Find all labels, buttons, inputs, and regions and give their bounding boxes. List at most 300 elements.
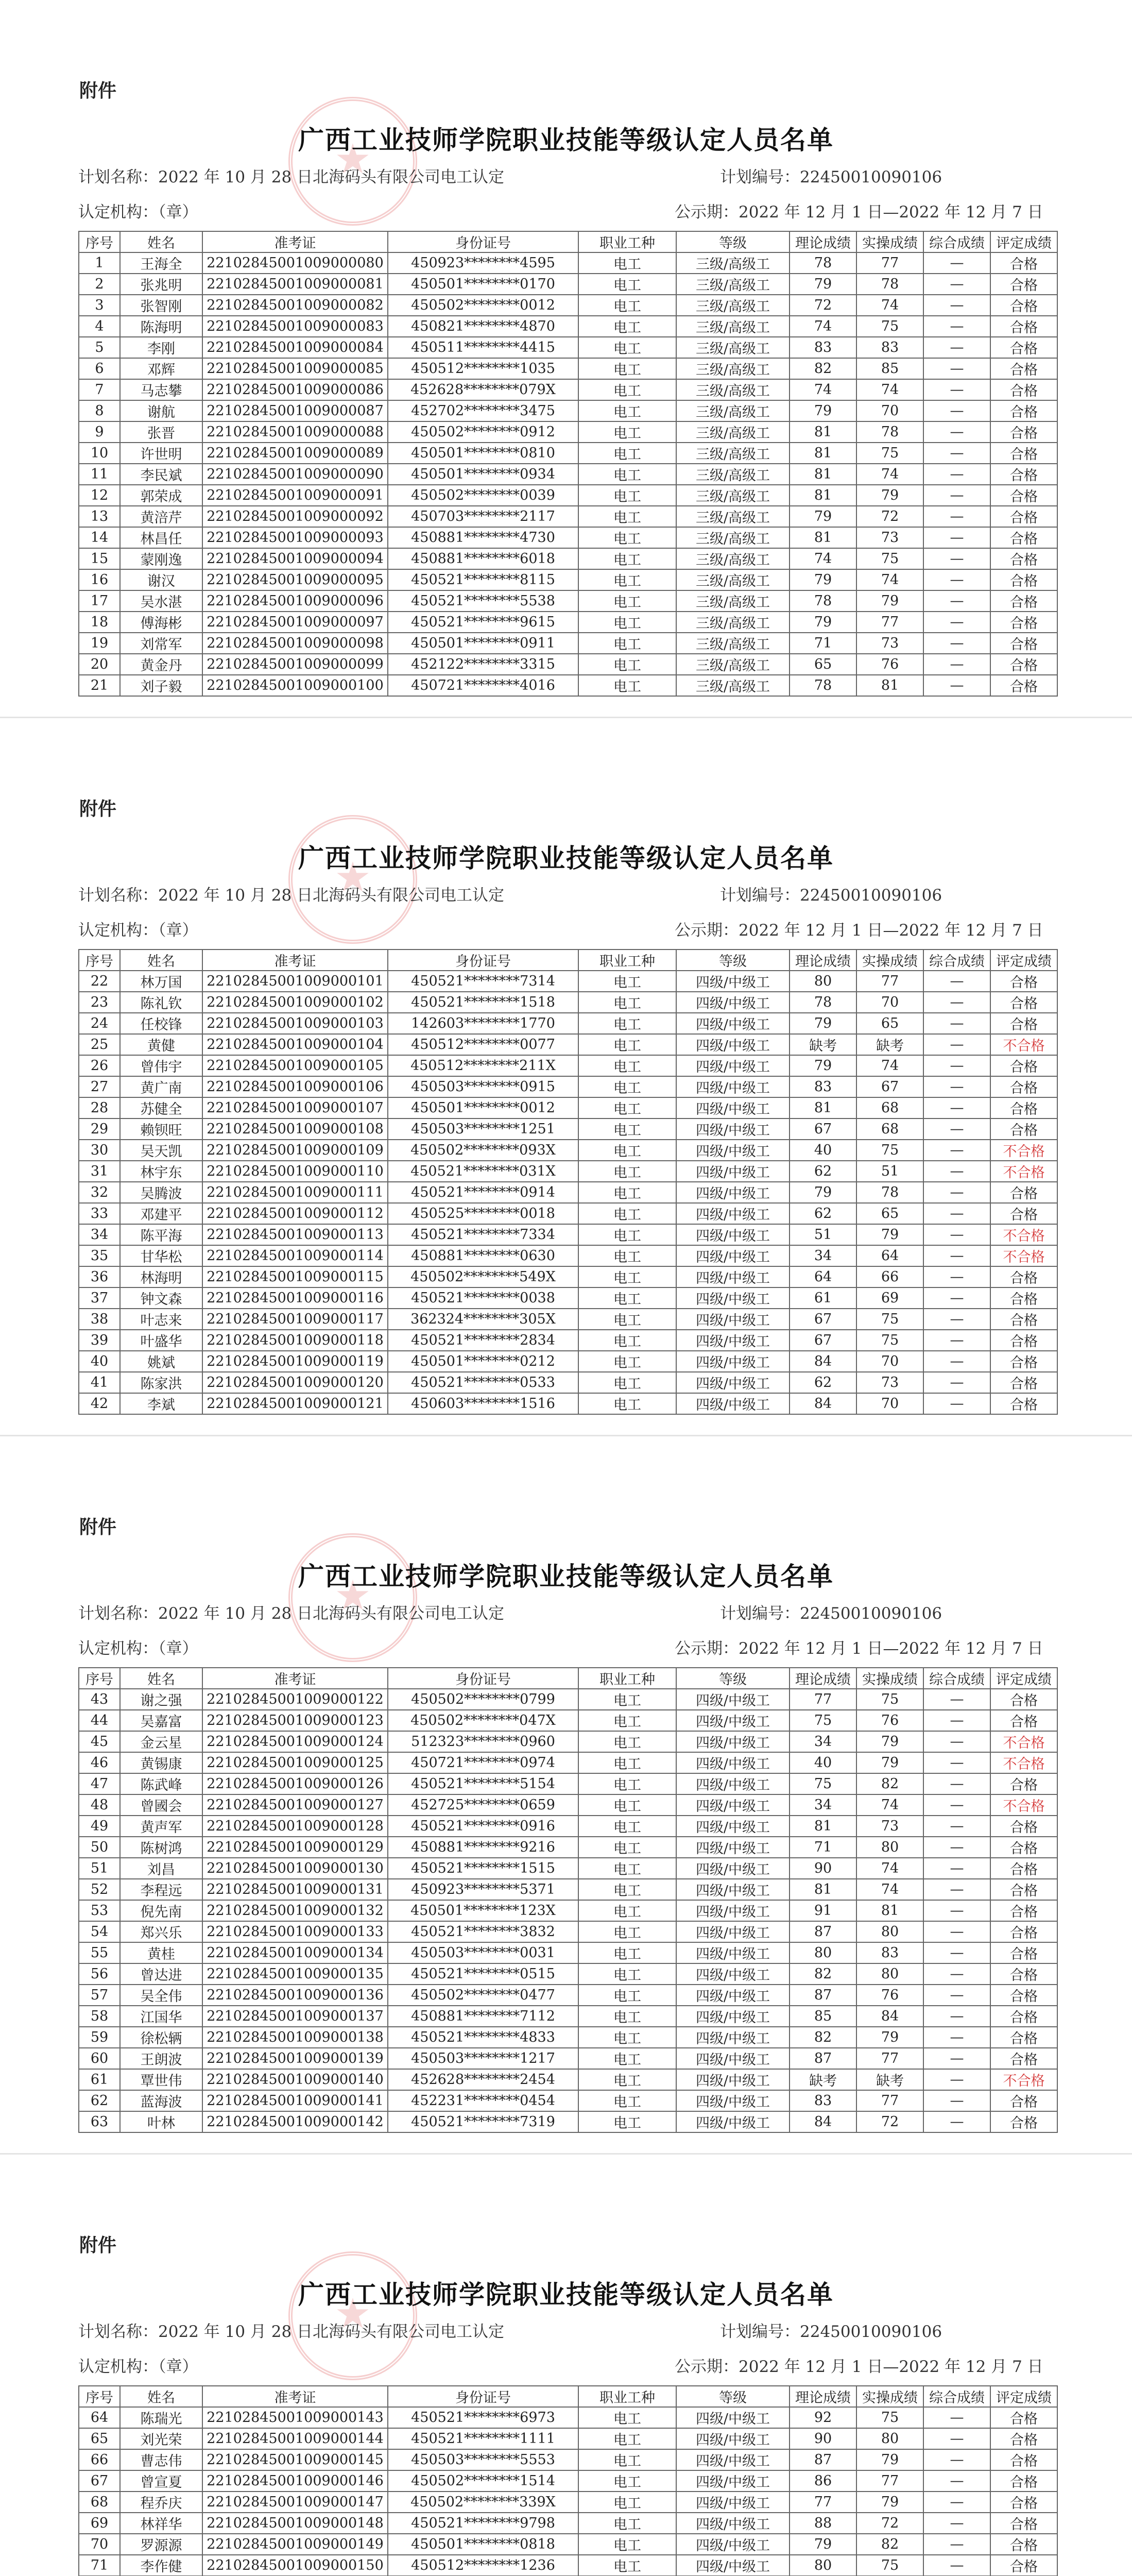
table-row bbox=[79, 2513, 1057, 2534]
table-row bbox=[79, 992, 1057, 1013]
table-cell: 74 bbox=[856, 1858, 923, 1879]
table-cell: 蓝海波 bbox=[120, 2090, 202, 2111]
table-cell: 邓辉 bbox=[120, 358, 202, 379]
column-header: 实操成绩 bbox=[856, 1668, 923, 1689]
table-cell: 79 bbox=[790, 569, 856, 590]
table-cell: 450881********4730 bbox=[388, 527, 578, 548]
column-header: 实操成绩 bbox=[856, 950, 923, 971]
table-cell: 51 bbox=[790, 1224, 856, 1245]
table-cell: 四级/中级工 bbox=[676, 1118, 790, 1140]
table-cell: 合格 bbox=[990, 1985, 1057, 2006]
table-cell: 9 bbox=[79, 421, 120, 443]
table-cell: 林万国 bbox=[120, 971, 202, 992]
table-cell: 合格 bbox=[990, 2407, 1057, 2428]
plan-name: 计划名称：2022 年 10 月 28 日北海码头有限公司电工认定 bbox=[78, 1604, 505, 1623]
table-cell: 不合格 bbox=[990, 1731, 1057, 1752]
certification-agency: 认定机构：（章） bbox=[78, 203, 198, 222]
table-cell: 三级/高级工 bbox=[676, 548, 790, 569]
table-cell: 67 bbox=[790, 1330, 856, 1351]
table-cell: 四级/中级工 bbox=[676, 1879, 790, 1900]
table-cell: 7 bbox=[79, 379, 120, 400]
table-cell: 电工 bbox=[578, 252, 676, 274]
table-cell: 450503********0915 bbox=[388, 1076, 578, 1097]
table-cell: 电工 bbox=[578, 2006, 676, 2027]
table-cell: 电工 bbox=[578, 1330, 676, 1351]
table-cell: 四级/中级工 bbox=[676, 1858, 790, 1879]
table-row bbox=[79, 485, 1057, 506]
column-header: 实操成绩 bbox=[856, 231, 923, 252]
table-cell: 四级/中级工 bbox=[676, 1837, 790, 1858]
table-cell: 电工 bbox=[578, 654, 676, 675]
table-cell: 郑兴乐 bbox=[120, 1921, 202, 1942]
table-row bbox=[79, 1858, 1057, 1879]
table-cell: 22102845001009000089 bbox=[202, 443, 388, 464]
table-cell: 54 bbox=[79, 1921, 120, 1942]
table-cell: 450502********549X bbox=[388, 1266, 578, 1287]
table-cell: 合格 bbox=[990, 443, 1057, 464]
table-cell: 合格 bbox=[990, 2048, 1057, 2069]
column-header: 等级 bbox=[676, 2386, 790, 2407]
table-row bbox=[79, 2428, 1057, 2449]
table-cell: 黄广南 bbox=[120, 1076, 202, 1097]
table-cell: 65 bbox=[79, 2428, 120, 2449]
table-cell: 22102845001009000142 bbox=[202, 2111, 388, 2132]
table-cell: 电工 bbox=[578, 2449, 676, 2470]
table-cell: 85 bbox=[790, 2006, 856, 2027]
table-cell: 合格 bbox=[990, 1816, 1057, 1837]
table-cell: 450521********0533 bbox=[388, 1372, 578, 1393]
table-cell: 吴嘉富 bbox=[120, 1710, 202, 1731]
table-cell: 20 bbox=[79, 654, 120, 675]
table-cell: 81 bbox=[790, 421, 856, 443]
table-cell: 四级/中级工 bbox=[676, 1287, 790, 1309]
table-cell: 傅海彬 bbox=[120, 612, 202, 633]
table-cell: 李斌 bbox=[120, 1393, 202, 1414]
table-row bbox=[79, 421, 1057, 443]
table-row bbox=[79, 1203, 1057, 1224]
column-header: 评定成绩 bbox=[990, 1668, 1057, 1689]
table-cell: 84 bbox=[790, 1351, 856, 1372]
table-cell: 82 bbox=[790, 1963, 856, 1985]
table-cell: 450521********1111 bbox=[388, 2428, 578, 2449]
table-row bbox=[79, 2006, 1057, 2027]
table-cell: 甘华松 bbox=[120, 1245, 202, 1266]
table-cell: 22102845001009000083 bbox=[202, 316, 388, 337]
column-header: 准考证 bbox=[202, 1668, 388, 1689]
table-cell: 450721********0974 bbox=[388, 1752, 578, 1773]
table-cell: 合格 bbox=[990, 485, 1057, 506]
table-cell: 22102845001009000105 bbox=[202, 1055, 388, 1076]
table-cell: 450521********031X bbox=[388, 1161, 578, 1182]
table-cell: 450521********2834 bbox=[388, 1330, 578, 1351]
table-cell: 三级/高级工 bbox=[676, 443, 790, 464]
table-cell: 不合格 bbox=[990, 1794, 1057, 1816]
table-cell: 78 bbox=[856, 274, 923, 295]
table-cell: 79 bbox=[856, 1224, 923, 1245]
table-cell: 81 bbox=[790, 1816, 856, 1837]
table-cell: 450603********1516 bbox=[388, 1393, 578, 1414]
table-row bbox=[79, 2111, 1057, 2132]
column-header: 身份证号 bbox=[388, 2386, 578, 2407]
table-cell: 74 bbox=[856, 379, 923, 400]
table-cell: — bbox=[923, 1858, 990, 1879]
table-cell: — bbox=[923, 337, 990, 358]
table-cell: 22102845001009000092 bbox=[202, 506, 388, 527]
table-cell: 22102845001009000124 bbox=[202, 1731, 388, 1752]
table-cell: — bbox=[923, 1816, 990, 1837]
table-cell: 22102845001009000082 bbox=[202, 295, 388, 316]
table-cell: — bbox=[923, 2027, 990, 2048]
table-cell: 3 bbox=[79, 295, 120, 316]
plan-name: 计划名称：2022 年 10 月 28 日北海码头有限公司电工认定 bbox=[78, 168, 505, 187]
table-row bbox=[79, 1224, 1057, 1245]
table-cell: — bbox=[923, 1330, 990, 1351]
table-cell: 电工 bbox=[578, 274, 676, 295]
table-row bbox=[79, 1752, 1057, 1773]
table-row bbox=[79, 1097, 1057, 1118]
table-cell: 68 bbox=[856, 1118, 923, 1140]
table-cell: 合格 bbox=[990, 316, 1057, 337]
document-title: 广西工业技师学院职业技能等级认定人员名单 bbox=[298, 2280, 834, 2310]
table-cell: 四级/中级工 bbox=[676, 2069, 790, 2090]
table-cell: 67 bbox=[79, 2470, 120, 2492]
table-cell: 22102845001009000095 bbox=[202, 569, 388, 590]
table-cell: 79 bbox=[856, 2027, 923, 2048]
official-seal bbox=[288, 97, 417, 226]
table-cell: 73 bbox=[856, 633, 923, 654]
table-cell: — bbox=[923, 992, 990, 1013]
table-cell: 87 bbox=[790, 1921, 856, 1942]
table-cell: — bbox=[923, 1942, 990, 1963]
table-cell: 电工 bbox=[578, 358, 676, 379]
table-cell: 79 bbox=[856, 485, 923, 506]
table-cell: 张兆明 bbox=[120, 274, 202, 295]
table-cell: 合格 bbox=[990, 1393, 1057, 1414]
table-cell: 倪先南 bbox=[120, 1900, 202, 1921]
table-cell: 四级/中级工 bbox=[676, 1245, 790, 1266]
table-cell: 合格 bbox=[990, 1879, 1057, 1900]
table-cell: 62 bbox=[790, 1161, 856, 1182]
table-cell: 22102845001009000132 bbox=[202, 1900, 388, 1921]
table-cell: 任校锋 bbox=[120, 1013, 202, 1034]
table-cell: 66 bbox=[79, 2449, 120, 2470]
table-cell: 电工 bbox=[578, 612, 676, 633]
table-cell: 46 bbox=[79, 1752, 120, 1773]
table-cell: 四级/中级工 bbox=[676, 1076, 790, 1097]
table-cell: — bbox=[923, 1837, 990, 1858]
table-cell: 450521********0916 bbox=[388, 1816, 578, 1837]
table-cell: — bbox=[923, 654, 990, 675]
table-cell: 刘子毅 bbox=[120, 675, 202, 696]
official-seal bbox=[288, 815, 417, 944]
table-cell: 29 bbox=[79, 1118, 120, 1140]
table-cell: 22102845001009000119 bbox=[202, 1351, 388, 1372]
table-cell: 74 bbox=[790, 548, 856, 569]
table-cell: 65 bbox=[856, 1203, 923, 1224]
table-cell: 4 bbox=[79, 316, 120, 337]
column-header: 准考证 bbox=[202, 2386, 388, 2407]
table-cell: — bbox=[923, 2428, 990, 2449]
column-header: 姓名 bbox=[120, 1668, 202, 1689]
table-row bbox=[79, 1287, 1057, 1309]
table-cell: 81 bbox=[790, 443, 856, 464]
table-cell: 74 bbox=[856, 1055, 923, 1076]
table-row bbox=[79, 569, 1057, 590]
table-cell: 452122********3315 bbox=[388, 654, 578, 675]
table-cell: 15 bbox=[79, 548, 120, 569]
table-cell: 33 bbox=[79, 1203, 120, 1224]
table-row bbox=[79, 654, 1057, 675]
table-cell: — bbox=[923, 1309, 990, 1330]
document-page bbox=[0, 0, 1132, 718]
table-cell: 吴全伟 bbox=[120, 1985, 202, 2006]
table-cell: 22102845001009000093 bbox=[202, 527, 388, 548]
table-cell: — bbox=[923, 1752, 990, 1773]
document-title: 广西工业技师学院职业技能等级认定人员名单 bbox=[298, 843, 834, 873]
table-cell: 81 bbox=[790, 527, 856, 548]
table-cell: 77 bbox=[790, 2492, 856, 2513]
table-cell: 59 bbox=[79, 2027, 120, 2048]
table-cell: 四级/中级工 bbox=[676, 2449, 790, 2470]
table-cell: 三级/高级工 bbox=[676, 421, 790, 443]
table-cell: 三级/高级工 bbox=[676, 316, 790, 337]
table-cell: 合格 bbox=[990, 569, 1057, 590]
table-cell: 电工 bbox=[578, 1710, 676, 1731]
table-row bbox=[79, 1773, 1057, 1794]
column-header: 准考证 bbox=[202, 950, 388, 971]
table-cell: 22102845001009000080 bbox=[202, 252, 388, 274]
table-cell: — bbox=[923, 274, 990, 295]
table-cell: 73 bbox=[856, 1372, 923, 1393]
table-cell: 22102845001009000116 bbox=[202, 1287, 388, 1309]
table-cell: 电工 bbox=[578, 1921, 676, 1942]
table-cell: 许世明 bbox=[120, 443, 202, 464]
table-row bbox=[79, 1013, 1057, 1034]
table-cell: 22102845001009000104 bbox=[202, 1034, 388, 1055]
table-cell: 77 bbox=[790, 1689, 856, 1710]
table-cell: 450881********0630 bbox=[388, 1245, 578, 1266]
table-cell: 22102845001009000138 bbox=[202, 2027, 388, 2048]
column-header: 身份证号 bbox=[388, 1668, 578, 1689]
table-cell: 四级/中级工 bbox=[676, 1942, 790, 1963]
table-cell: 电工 bbox=[578, 2027, 676, 2048]
table-cell: 92 bbox=[790, 2407, 856, 2428]
table-cell: 电工 bbox=[578, 1245, 676, 1266]
table-cell: 6 bbox=[79, 358, 120, 379]
table-cell: 22102845001009000111 bbox=[202, 1182, 388, 1203]
table-row bbox=[79, 443, 1057, 464]
table-cell: 450501********0934 bbox=[388, 464, 578, 485]
table-cell: 22102845001009000114 bbox=[202, 1245, 388, 1266]
table-cell: 81 bbox=[856, 675, 923, 696]
table-cell: 35 bbox=[79, 1245, 120, 1266]
table-cell: 电工 bbox=[578, 2048, 676, 2069]
table-cell: 合格 bbox=[990, 2027, 1057, 2048]
table-cell: 电工 bbox=[578, 2111, 676, 2132]
table-cell: 31 bbox=[79, 1161, 120, 1182]
table-cell: 电工 bbox=[578, 1985, 676, 2006]
table-cell: 34 bbox=[79, 1224, 120, 1245]
table-header-row bbox=[79, 231, 1057, 252]
table-cell: 69 bbox=[79, 2513, 120, 2534]
table-cell: 28 bbox=[79, 1097, 120, 1118]
annex-label: 附件 bbox=[79, 2235, 117, 2256]
table-cell: 电工 bbox=[578, 316, 676, 337]
table-cell: 合格 bbox=[990, 295, 1057, 316]
plan-number: 计划编号：22450010090106 bbox=[720, 2323, 942, 2341]
table-cell: 电工 bbox=[578, 485, 676, 506]
table-cell: 452231********0454 bbox=[388, 2090, 578, 2111]
table-cell: 74 bbox=[856, 295, 923, 316]
table-cell: 450521********6973 bbox=[388, 2407, 578, 2428]
table-cell: 电工 bbox=[578, 1076, 676, 1097]
table-cell: 450881********6018 bbox=[388, 548, 578, 569]
table-cell: 四级/中级工 bbox=[676, 2513, 790, 2534]
table-cell: 四级/中级工 bbox=[676, 1393, 790, 1414]
annex-label: 附件 bbox=[79, 80, 117, 101]
column-header: 综合成绩 bbox=[923, 2386, 990, 2407]
table-cell: 55 bbox=[79, 1942, 120, 1963]
table-cell: 23 bbox=[79, 992, 120, 1013]
table-cell: 22102845001009000147 bbox=[202, 2492, 388, 2513]
table-cell: 四级/中级工 bbox=[676, 1351, 790, 1372]
table-cell: 79 bbox=[790, 274, 856, 295]
results-table bbox=[78, 2385, 1058, 2576]
table-cell: 电工 bbox=[578, 337, 676, 358]
column-header: 实操成绩 bbox=[856, 2386, 923, 2407]
table-cell: 四级/中级工 bbox=[676, 1161, 790, 1182]
table-cell: 22102845001009000098 bbox=[202, 633, 388, 654]
table-cell: 22102845001009000141 bbox=[202, 2090, 388, 2111]
table-cell: 22102845001009000109 bbox=[202, 1140, 388, 1161]
table-cell: 合格 bbox=[990, 1203, 1057, 1224]
table-cell: 三级/高级工 bbox=[676, 654, 790, 675]
column-header: 姓名 bbox=[120, 950, 202, 971]
table-cell: 22102845001009000127 bbox=[202, 1794, 388, 1816]
table-cell: 80 bbox=[790, 971, 856, 992]
table-cell: 林祥华 bbox=[120, 2513, 202, 2534]
table-cell: — bbox=[923, 1985, 990, 2006]
table-cell: 电工 bbox=[578, 1097, 676, 1118]
table-cell: 67 bbox=[790, 1309, 856, 1330]
table-cell: 电工 bbox=[578, 1752, 676, 1773]
table-cell: 四级/中级工 bbox=[676, 1773, 790, 1794]
table-cell: 72 bbox=[856, 2513, 923, 2534]
table-cell: 56 bbox=[79, 1963, 120, 1985]
table-cell: 79 bbox=[790, 400, 856, 421]
table-cell: 450881********9216 bbox=[388, 1837, 578, 1858]
table-row bbox=[79, 1689, 1057, 1710]
table-cell: 四级/中级工 bbox=[676, 1224, 790, 1245]
table-cell: 三级/高级工 bbox=[676, 358, 790, 379]
certification-agency: 认定机构：（章） bbox=[78, 921, 198, 940]
table-cell: 79 bbox=[856, 2492, 923, 2513]
table-cell: 71 bbox=[790, 633, 856, 654]
table-cell: 合格 bbox=[990, 527, 1057, 548]
table-cell: 合格 bbox=[990, 1710, 1057, 1731]
table-cell: 黄锡康 bbox=[120, 1752, 202, 1773]
table-cell: 曾國会 bbox=[120, 1794, 202, 1816]
table-cell: 42 bbox=[79, 1393, 120, 1414]
table-cell: 合格 bbox=[990, 2006, 1057, 2027]
column-header: 等级 bbox=[676, 231, 790, 252]
table-cell: 合格 bbox=[990, 1266, 1057, 1287]
table-cell: 电工 bbox=[578, 1900, 676, 1921]
table-cell: 电工 bbox=[578, 1773, 676, 1794]
table-cell: 68 bbox=[856, 1097, 923, 1118]
table-cell: — bbox=[923, 1203, 990, 1224]
table-cell: 合格 bbox=[990, 1837, 1057, 1858]
table-cell: — bbox=[923, 1393, 990, 1414]
table-cell: — bbox=[923, 1034, 990, 1055]
table-cell: — bbox=[923, 1963, 990, 1985]
table-cell: 电工 bbox=[578, 1816, 676, 1837]
column-header: 职业工种 bbox=[578, 950, 676, 971]
table-cell: 合格 bbox=[990, 633, 1057, 654]
table-cell: 电工 bbox=[578, 464, 676, 485]
table-cell: — bbox=[923, 1773, 990, 1794]
table-cell: — bbox=[923, 1245, 990, 1266]
table-cell: 82 bbox=[856, 1773, 923, 1794]
table-cell: 77 bbox=[856, 612, 923, 633]
table-cell: 电工 bbox=[578, 992, 676, 1013]
table-cell: 450821********4870 bbox=[388, 316, 578, 337]
table-cell: 曹志伟 bbox=[120, 2449, 202, 2470]
table-cell: 陈瑞光 bbox=[120, 2407, 202, 2428]
table-cell: — bbox=[923, 379, 990, 400]
table-cell: 5 bbox=[79, 337, 120, 358]
table-cell: 合格 bbox=[990, 590, 1057, 612]
table-cell: 四级/中级工 bbox=[676, 2470, 790, 2492]
table-cell: — bbox=[923, 1140, 990, 1161]
table-cell: 79 bbox=[790, 1055, 856, 1076]
table-cell: 不合格 bbox=[990, 1245, 1057, 1266]
table-cell: 叶盛华 bbox=[120, 1330, 202, 1351]
table-cell: 450502********047X bbox=[388, 1710, 578, 1731]
table-row bbox=[79, 379, 1057, 400]
table-row bbox=[79, 1309, 1057, 1330]
table-cell: 缺考 bbox=[790, 2069, 856, 2090]
table-cell: 65 bbox=[790, 654, 856, 675]
table-cell: 林宇东 bbox=[120, 1161, 202, 1182]
table-cell: 不合格 bbox=[990, 1224, 1057, 1245]
column-header: 序号 bbox=[79, 1668, 120, 1689]
table-cell: 四级/中级工 bbox=[676, 1794, 790, 1816]
table-cell: 电工 bbox=[578, 675, 676, 696]
table-cell: 张晋 bbox=[120, 421, 202, 443]
table-cell: 75 bbox=[856, 1309, 923, 1330]
column-header: 等级 bbox=[676, 1668, 790, 1689]
table-cell: 四级/中级工 bbox=[676, 1330, 790, 1351]
table-cell: — bbox=[923, 1161, 990, 1182]
table-cell: 陈礼钦 bbox=[120, 992, 202, 1013]
table-cell: — bbox=[923, 358, 990, 379]
table-cell: 刘昌 bbox=[120, 1858, 202, 1879]
table-cell: 22102845001009000123 bbox=[202, 1710, 388, 1731]
table-cell: 22102845001009000130 bbox=[202, 1858, 388, 1879]
table-row bbox=[79, 527, 1057, 548]
table-cell: 罗源源 bbox=[120, 2534, 202, 2555]
table-cell: 75 bbox=[790, 1773, 856, 1794]
column-header: 职业工种 bbox=[578, 2386, 676, 2407]
table-cell: 52 bbox=[79, 1879, 120, 1900]
table-cell: 87 bbox=[790, 1985, 856, 2006]
table-cell: 63 bbox=[79, 2111, 120, 2132]
table-cell: 74 bbox=[790, 379, 856, 400]
table-cell: 四级/中级工 bbox=[676, 2492, 790, 2513]
official-seal bbox=[288, 1533, 417, 1662]
table-cell: 林海明 bbox=[120, 1266, 202, 1287]
